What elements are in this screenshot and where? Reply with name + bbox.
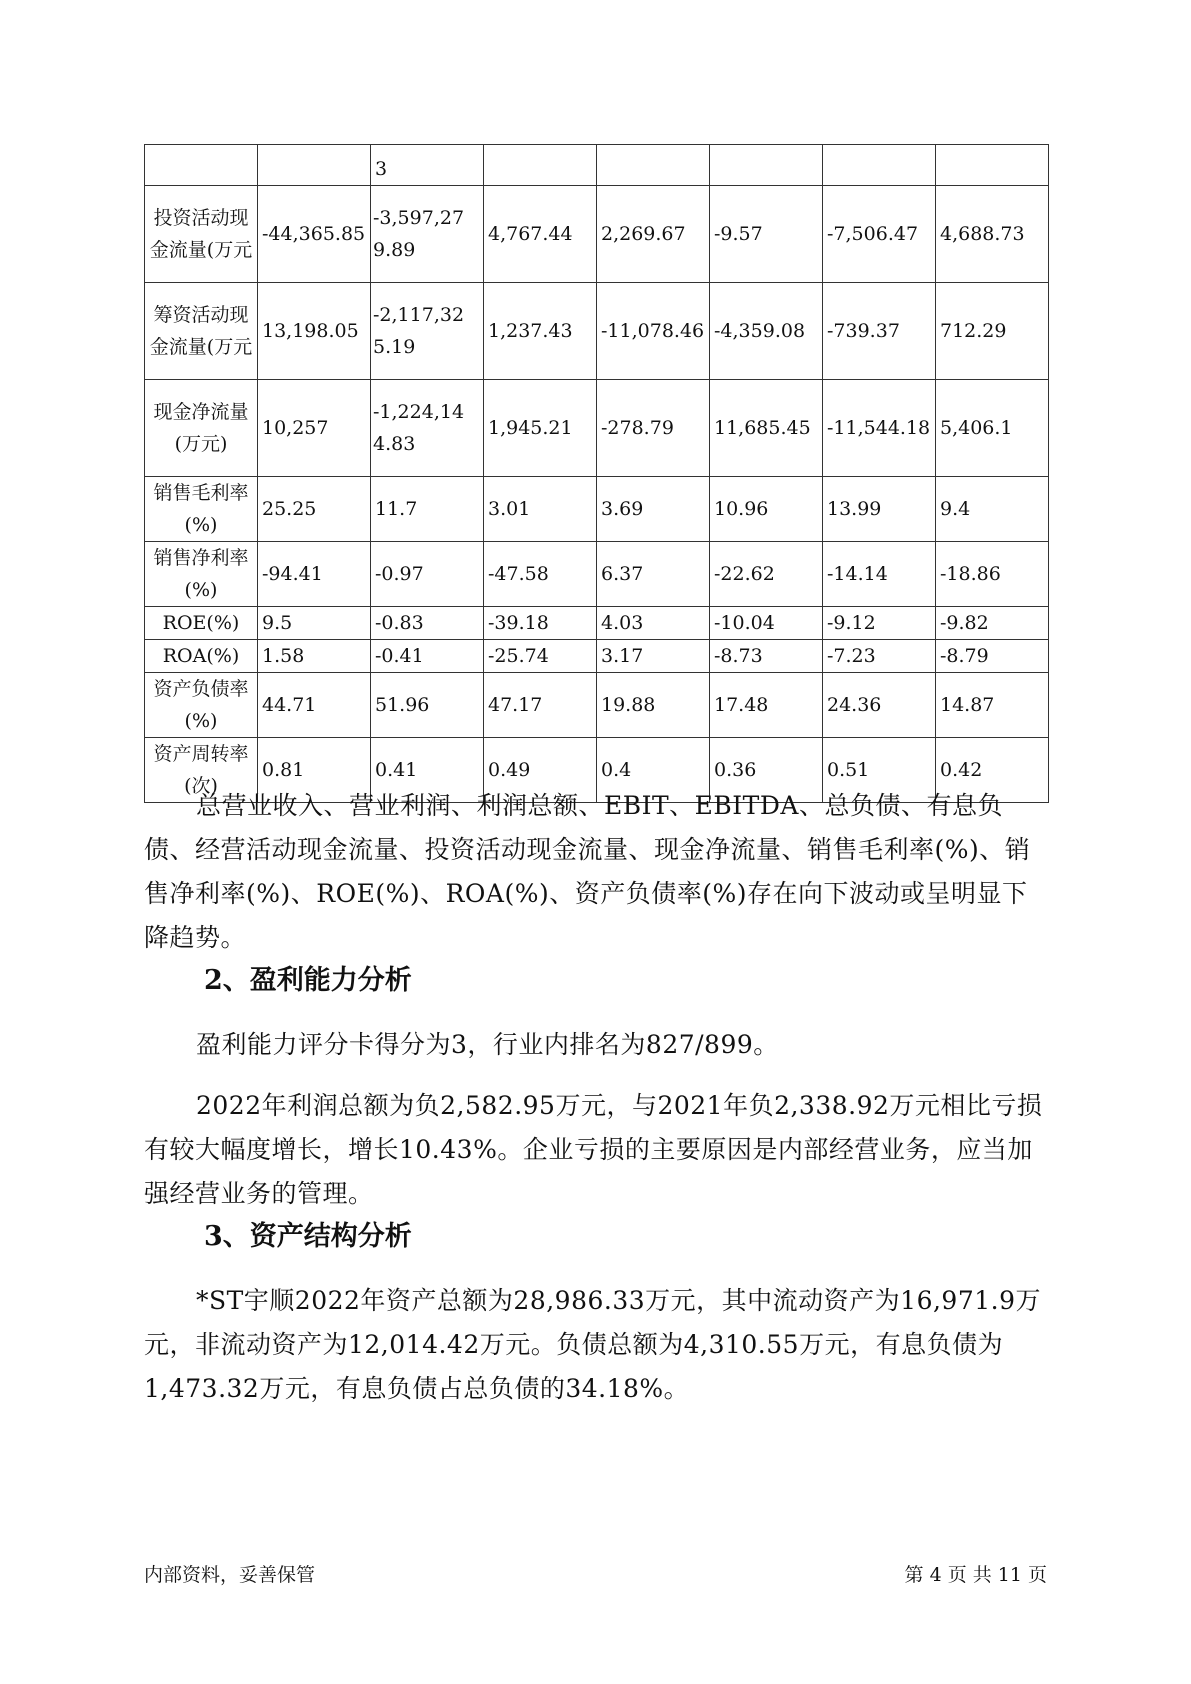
section-heading-profitability: 2、盈利能力分析 (204, 965, 412, 996)
table-cell: 4.03 (597, 607, 710, 640)
table-cell (823, 145, 936, 186)
table-cell: 0.41 (371, 738, 484, 803)
table-row-continued (145, 145, 1049, 186)
table-cell: 1.58 (258, 640, 371, 673)
table-cell: -4,359.08 (710, 283, 823, 380)
table-cell (936, 145, 1049, 186)
footer-page-number: 第 4 页 共 11 页 (904, 1564, 1047, 1586)
table-cell: -2,117,325.19 (371, 283, 484, 380)
table-cell: 13,198.05 (258, 283, 371, 380)
table-cell: 14.87 (936, 673, 1049, 738)
table-cell: 11,685.45 (710, 380, 823, 477)
table-cell: 47.17 (484, 673, 597, 738)
table-cell: -7.23 (823, 640, 936, 673)
row-label: 现金净流量(万元) (145, 380, 258, 477)
table-cell: -8.79 (936, 640, 1049, 673)
table-cell: 13.99 (823, 477, 936, 542)
table-cell: 25.25 (258, 477, 371, 542)
table-row (145, 477, 1049, 542)
table-cell: -9.57 (710, 186, 823, 283)
table-cell: -11,078.46 (597, 283, 710, 380)
table-row (145, 542, 1049, 607)
table-cell: 3.17 (597, 640, 710, 673)
row-label: 销售净利率(%) (145, 542, 258, 607)
table-cell: -9.82 (936, 607, 1049, 640)
table-cell: 1,945.21 (484, 380, 597, 477)
table-cell: -14.14 (823, 542, 936, 607)
table-cell: -22.62 (710, 542, 823, 607)
table-row (145, 673, 1049, 738)
table-cell: 0.49 (484, 738, 597, 803)
table-cell: 3.69 (597, 477, 710, 542)
table-cell: -10.04 (710, 607, 823, 640)
table-cell: -9.12 (823, 607, 936, 640)
table-cell: -278.79 (597, 380, 710, 477)
table-row (145, 283, 1049, 380)
section-heading-asset-structure: 3、资产结构分析 (204, 1221, 412, 1252)
table-cell: 24.36 (823, 673, 936, 738)
table-cell: 0.81 (258, 738, 371, 803)
table-cell: 4,688.73 (936, 186, 1049, 283)
table-cell: 10.96 (710, 477, 823, 542)
table-cell: -3,597,279.89 (371, 186, 484, 283)
table-cell: 5,406.1 (936, 380, 1049, 477)
row-label: ROA(%) (145, 640, 258, 673)
table-cell: 9.5 (258, 607, 371, 640)
table-cell: -94.41 (258, 542, 371, 607)
table-cell: 44.71 (258, 673, 371, 738)
financial-indicator-table (144, 144, 1049, 803)
table-cell: 11.7 (371, 477, 484, 542)
table-cell: 3.01 (484, 477, 597, 542)
table-cell: 712.29 (936, 283, 1049, 380)
table-cell: 6.37 (597, 542, 710, 607)
table-cell (710, 145, 823, 186)
table-cell: -1,224,144.83 (371, 380, 484, 477)
table-cell: -739.37 (823, 283, 936, 380)
table-cell (258, 145, 371, 186)
footer-confidential-note: 内部资料，妥善保管 (144, 1564, 316, 1586)
table-cell-fragment: 3 (375, 158, 388, 180)
table-cell: -0.83 (371, 607, 484, 640)
table-cell: 0.51 (823, 738, 936, 803)
table-cell: -0.97 (371, 542, 484, 607)
table-cell (371, 145, 484, 186)
row-label: 资产周转率(次) (145, 738, 258, 803)
table-cell: 0.36 (710, 738, 823, 803)
table-cell: 4,767.44 (484, 186, 597, 283)
table-cell: -44,365.85 (258, 186, 371, 283)
table-cell: -25.74 (484, 640, 597, 673)
table-cell: 19.88 (597, 673, 710, 738)
table-cell: -11,544.18 (823, 380, 936, 477)
table-cell: -0.41 (371, 640, 484, 673)
score-paragraph: 盈利能力评分卡得分为3，行业内排名为827/899。 (196, 1030, 779, 1059)
table-cell: -7,506.47 (823, 186, 936, 283)
table-cell: 0.4 (597, 738, 710, 803)
row-label: 销售毛利率(%) (145, 477, 258, 542)
assets-paragraph: *ST宇顺2022年资产总额为28,986.33万元，其中流动资产为16,971.9万元，非流动资产为12,014.42万元。负债总额为4,310.55万元，有息负债为1,473.32万元，有息负债占总负债的34.18%。 (144, 1286, 1041, 1403)
table-row (145, 186, 1049, 283)
row-label: 筹资活动现金流量(万元 (145, 283, 258, 380)
table-row (145, 380, 1049, 477)
table-cell: 2,269.67 (597, 186, 710, 283)
row-label: 资产负债率(%) (145, 673, 258, 738)
table-cell: 17.48 (710, 673, 823, 738)
table-cell: 0.42 (936, 738, 1049, 803)
table-cell: 1,237.43 (484, 283, 597, 380)
table-cell: 51.96 (371, 673, 484, 738)
table-cell: -39.18 (484, 607, 597, 640)
row-label: ROE(%) (145, 607, 258, 640)
table-cell: 9.4 (936, 477, 1049, 542)
table-cell (145, 145, 258, 186)
table-cell: -8.73 (710, 640, 823, 673)
table-cell: 10,257 (258, 380, 371, 477)
summary-paragraph: 总营业收入、营业利润、利润总额、EBIT、EBITDA、总负债、有息负债、经营活动现金流量、投资活动现金流量、现金净流量、销售毛利率(%)、销售净利率(%)、ROE(%)、ROA(%)、资产负债率(%)存在向下波动或呈明显下降趋势。 (144, 791, 1031, 952)
table-cell (597, 145, 710, 186)
table-cell: -18.86 (936, 542, 1049, 607)
table-cell: -47.58 (484, 542, 597, 607)
profit-paragraph: 2022年利润总额为负2,582.95万元，与2021年负2,338.92万元相比亏损有较大幅度增长，增长10.43%。企业亏损的主要原因是内部经营业务，应当加强经营业务的管理。 (144, 1091, 1043, 1208)
table-cell (484, 145, 597, 186)
table-row (145, 607, 1049, 640)
table-row (145, 640, 1049, 673)
row-label: 投资活动现金流量(万元 (145, 186, 258, 283)
